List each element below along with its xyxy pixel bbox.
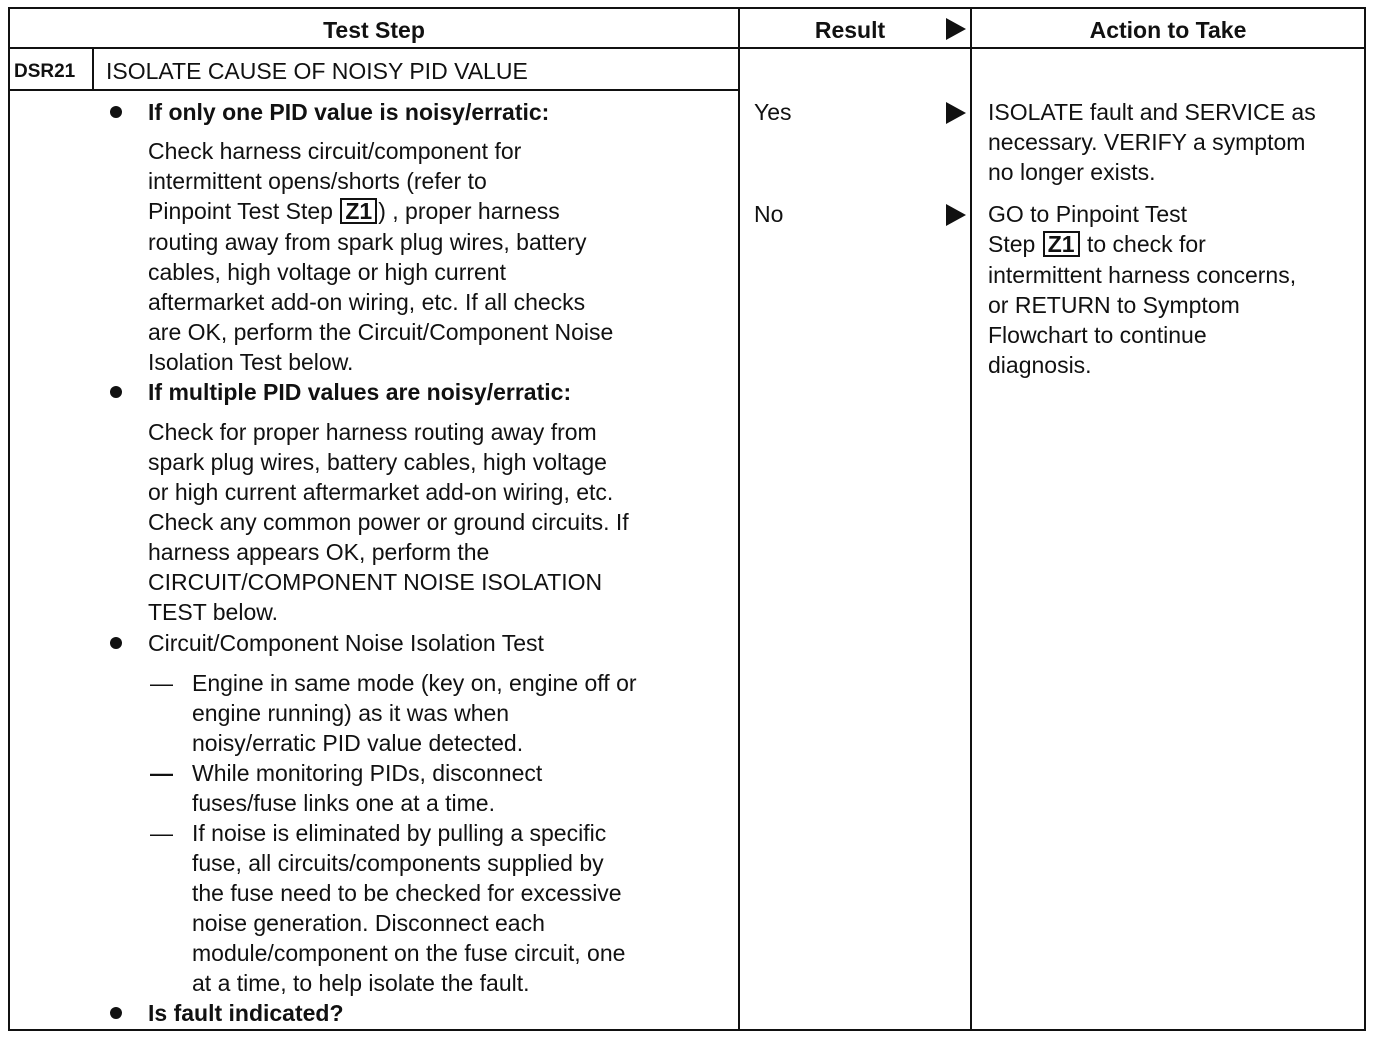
header-arrow-icon xyxy=(946,18,966,40)
action-no-line: diagnosis. xyxy=(988,352,1092,378)
column-divider-step xyxy=(738,9,740,1029)
dash1-line: engine running) as it was when xyxy=(192,700,510,726)
bullet1-ref-pre: Pinpoint Test Step xyxy=(148,198,340,224)
bullet1-heading: If only one PID value is noisy/erratic: xyxy=(148,99,550,125)
dash3-line: module/component on the fuse circuit, one xyxy=(192,940,626,966)
bullet1-line: Check harness circuit/component for xyxy=(148,138,522,164)
action-no-line: GO to Pinpoint Test xyxy=(988,201,1188,227)
dash3-line: at a time, to help isolate the fault. xyxy=(192,970,530,996)
dash3-line: fuse, all circuits/components supplied by xyxy=(192,850,604,876)
action-yes-line: ISOLATE fault and SERVICE as xyxy=(988,99,1316,125)
fault-question: Is fault indicated? xyxy=(148,1000,344,1026)
action-no-line: or RETURN to Symptom xyxy=(988,292,1240,318)
bullet1-line: aftermarket add-on wiring, etc. If all checks xyxy=(148,289,586,315)
result-yes: Yes xyxy=(754,99,792,125)
action-no-ref-pre: Step xyxy=(988,231,1042,257)
step-title-divider xyxy=(10,89,738,91)
bullet1-line: routing away from spark plug wires, battery xyxy=(148,229,587,255)
action-no-line-ref xyxy=(988,229,1206,259)
bullet2-line: Check any common power or ground circuits. If xyxy=(148,509,629,535)
result-no-arrow-icon xyxy=(946,204,966,226)
bullet1-line: are OK, perform the Circuit/Component Noise xyxy=(148,319,614,345)
bullet2-line: TEST below. xyxy=(148,599,278,625)
action-no-line: Flowchart to continue xyxy=(988,322,1207,348)
bullet-icon xyxy=(110,637,122,649)
column-divider-result xyxy=(970,9,972,1029)
dash3-line: the fuse need to be checked for excessive xyxy=(192,880,622,906)
diagnostic-table xyxy=(8,7,1366,1031)
bullet2-line: spark plug wires, battery cables, high voltage xyxy=(148,449,607,475)
bullet-icon xyxy=(110,106,122,118)
bullet1-line: Isolation Test below. xyxy=(148,349,354,375)
dash-icon: — xyxy=(150,760,173,786)
bullet2-line: or high current aftermarket add-on wiring, etc. xyxy=(148,479,614,505)
bullet2-line: harness appears OK, perform the xyxy=(148,539,490,565)
action-no-line: intermittent harness concerns, xyxy=(988,262,1297,288)
bullet1-line: intermittent opens/shorts (refer to xyxy=(148,168,487,194)
dash1-line: Engine in same mode (key on, engine off or xyxy=(192,670,637,696)
header-test-step: Test Step xyxy=(323,17,425,43)
action-no-ref-post: to check for xyxy=(1080,231,1206,257)
dash3-line: If noise is eliminated by pulling a specific xyxy=(192,820,607,846)
bullet2-heading: If multiple PID values are noisy/erratic: xyxy=(148,379,572,405)
bullet-icon xyxy=(110,1007,122,1019)
bullet1-ref-post: ) , proper harness xyxy=(378,198,560,224)
action-yes-line: necessary. VERIFY a symptom xyxy=(988,129,1306,155)
dash-icon: — xyxy=(150,820,173,846)
header-action: Action to Take xyxy=(1089,17,1247,43)
dash2-line: fuses/fuse links one at a time. xyxy=(192,790,495,816)
bullet3-heading: Circuit/Component Noise Isolation Test xyxy=(148,630,544,656)
bullet1-line: cables, high voltage or high current xyxy=(148,259,506,285)
dash1-line: noisy/erratic PID value detected. xyxy=(192,730,524,756)
bullet1-line-ref xyxy=(148,196,560,226)
step-title: ISOLATE CAUSE OF NOISY PID VALUE xyxy=(106,58,528,84)
dash3-line: noise generation. Disconnect each xyxy=(192,910,545,936)
step-id-divider xyxy=(92,49,94,91)
dash-icon: — xyxy=(150,670,173,696)
action-yes-line: no longer exists. xyxy=(988,159,1156,185)
pinpoint-ref-z1: Z1 xyxy=(340,198,377,224)
result-yes-arrow-icon xyxy=(946,102,966,124)
bullet2-line: CIRCUIT/COMPONENT NOISE ISOLATION xyxy=(148,569,603,595)
bullet-icon xyxy=(110,386,122,398)
step-id: DSR21 xyxy=(14,61,76,82)
header-result: Result xyxy=(814,17,886,43)
result-no: No xyxy=(754,201,784,227)
dash2-line: While monitoring PIDs, disconnect xyxy=(192,760,543,786)
pinpoint-ref-z1: Z1 xyxy=(1043,231,1080,257)
bullet2-line: Check for proper harness routing away from xyxy=(148,419,597,445)
